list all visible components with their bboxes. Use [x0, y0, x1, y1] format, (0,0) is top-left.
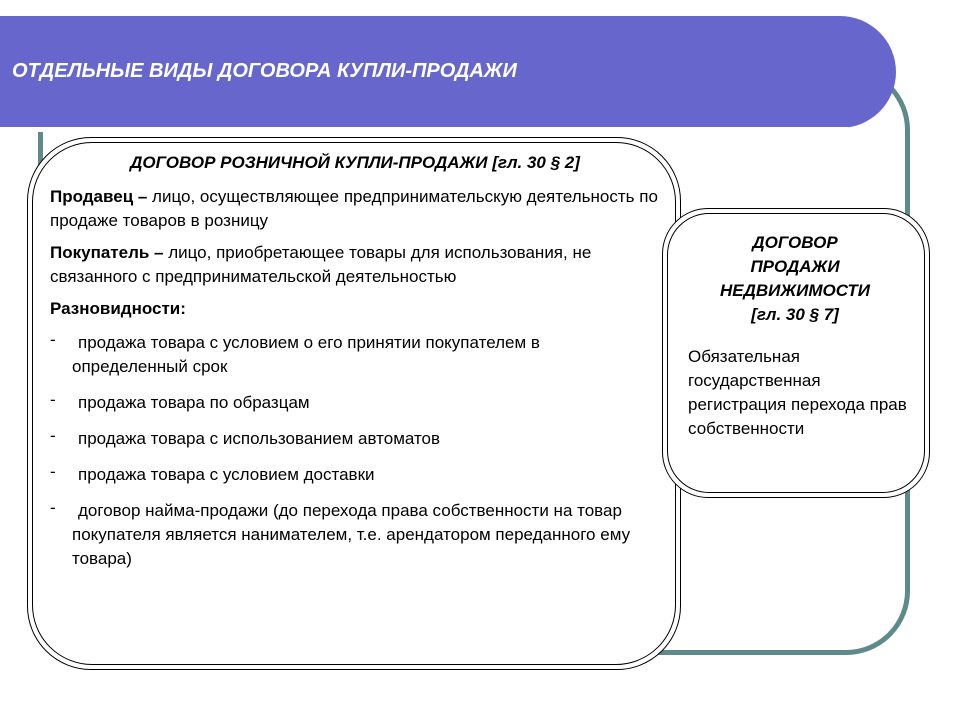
buyer-term: Покупатель –: [50, 243, 164, 262]
real-estate-heading-line: ПРОДАЖИ: [750, 257, 840, 276]
retail-sale-content: [50, 151, 660, 583]
seller-definition: [50, 185, 660, 233]
real-estate-heading: [670, 231, 920, 327]
dash-bullet-icon: -: [50, 498, 56, 517]
real-estate-heading-line: НЕДВИЖИМОСТИ: [719, 281, 870, 300]
kind-item-text: продажа товара с условием доставки: [78, 465, 375, 484]
dash-bullet-icon: -: [50, 330, 56, 349]
retail-sale-heading: ДОГОВОР РОЗНИЧНОЙ КУПЛИ-ПРОДАЖИ [гл. 30 § 2]: [130, 153, 580, 172]
kind-item-text: продажа товара с использованием автоматов: [78, 429, 441, 448]
dash-bullet-icon: -: [50, 426, 56, 445]
kind-item-text: продажа товара с условием о его принятии покупателем в определенный срок: [72, 333, 540, 376]
real-estate-heading-line: [гл. 30 § 7]: [751, 305, 839, 324]
kind-item-text: продажа товара по образцам: [78, 393, 310, 412]
buyer-def-text: лицо, приобретающее товары для использования, не связанного с предпринимательской деятельностью: [50, 243, 592, 286]
seller-def-text: лицо, осуществляющее предпринимательскую деятельность по продаже товаров в розницу: [50, 187, 658, 230]
real-estate-heading-line: ДОГОВОР: [752, 233, 838, 252]
kinds-heading: Разновидности:: [50, 299, 186, 318]
buyer-definition: [50, 241, 660, 289]
kind-item-text: договор найма-продажи (до перехода права собственности на товар покупателя является нанимателем, т.е. арендатором переданного ему товара): [72, 501, 631, 568]
dash-bullet-icon: -: [50, 390, 56, 409]
kind-item: [50, 391, 660, 415]
kind-item: [50, 463, 660, 487]
title-underline: [0, 127, 848, 132]
dash-bullet-icon: -: [50, 462, 56, 481]
kind-item: [50, 499, 660, 571]
real-estate-text: Обязательная государственная регистрация перехода прав собственности: [688, 347, 907, 438]
seller-term: Продавец –: [50, 187, 148, 206]
kind-item: [50, 331, 660, 379]
page-title: ОТДЕЛЬНЫЕ ВИДЫ ДОГОВОРА КУПЛИ-ПРОДАЖИ: [12, 60, 517, 82]
kind-item: [50, 427, 660, 451]
